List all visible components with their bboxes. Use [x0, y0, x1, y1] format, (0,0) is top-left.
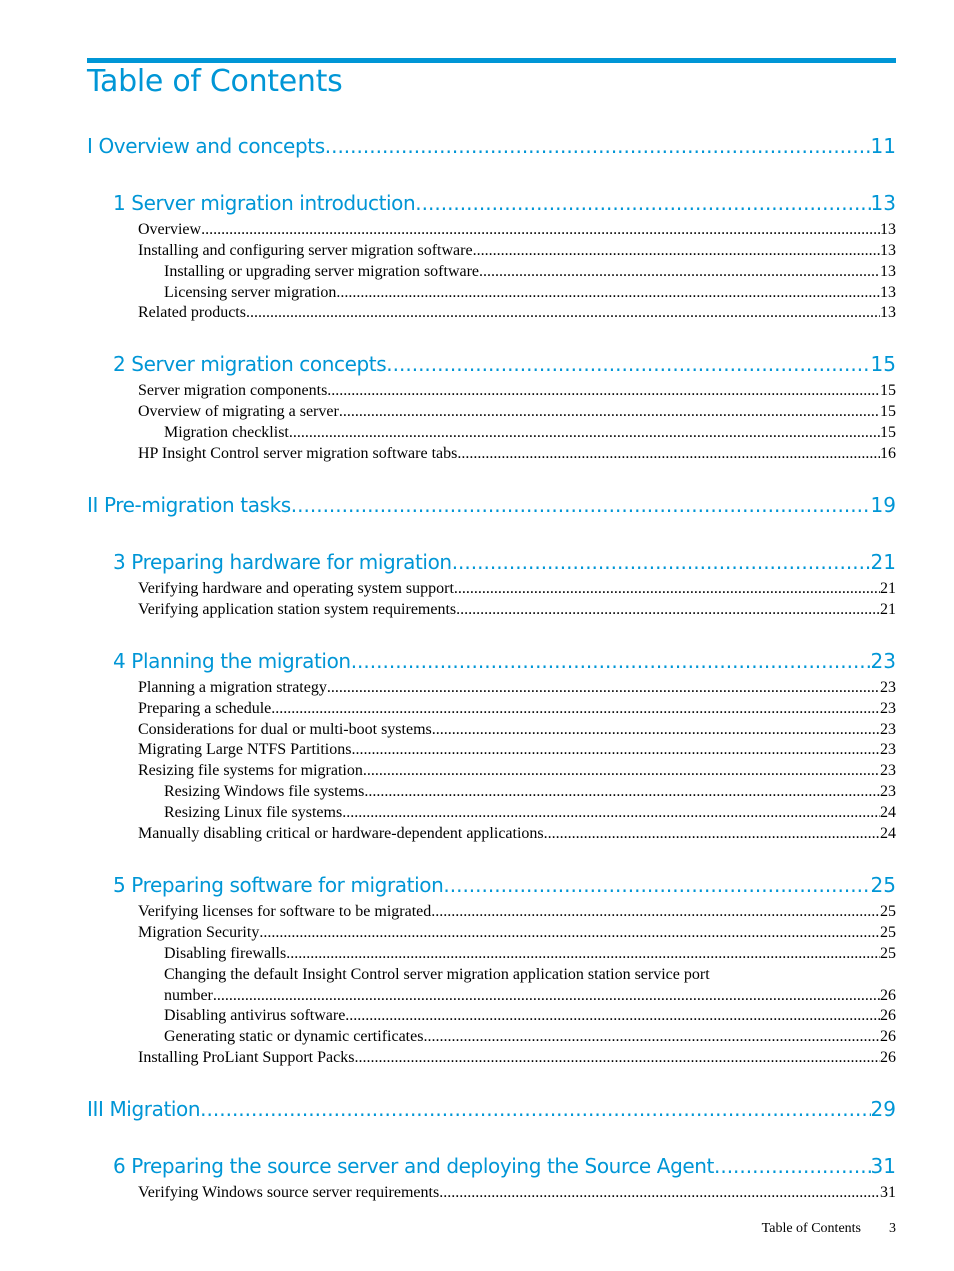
toc-entry-sub[interactable] — [164, 261, 896, 282]
toc-entry-sec[interactable] — [138, 901, 896, 922]
toc-entry-page: 13 — [880, 263, 896, 280]
toc-entry-title: Overview of migrating a server — [138, 403, 339, 420]
toc-entry-title: 2 Server migration concepts — [113, 352, 387, 376]
dot-leader — [439, 1182, 880, 1203]
toc-entry-page: 24 — [880, 825, 896, 842]
toc-entry-sub[interactable] — [164, 1005, 896, 1026]
toc-entry-sec[interactable] — [138, 719, 896, 740]
footer-page-number: 3 — [889, 1221, 896, 1236]
toc-entry-page: 29 — [870, 1097, 896, 1121]
toc-entry-title-cont: number — [164, 987, 213, 1004]
toc-entry-page: 25 — [880, 945, 896, 962]
dot-leader — [457, 443, 880, 464]
dot-leader — [327, 677, 880, 698]
toc-entry-sub[interactable] — [164, 802, 896, 823]
toc-entry-page: 23 — [870, 649, 896, 673]
toc-entry-title: Considerations for dual or multi-boot systems — [138, 721, 432, 738]
dot-leader — [432, 719, 880, 740]
toc-entry-page: 23 — [880, 762, 896, 779]
toc-entry-page: 23 — [880, 721, 896, 738]
toc-entry-title: Verifying licenses for software to be migrated — [138, 903, 432, 920]
dot-leader — [354, 1047, 880, 1068]
dot-leader — [454, 578, 880, 599]
dot-leader — [342, 802, 880, 823]
toc-entry-part[interactable] — [87, 132, 896, 160]
toc-entry-title: Planning a migration strategy — [138, 679, 327, 696]
toc-entry-sec[interactable] — [138, 240, 896, 261]
dot-leader — [452, 548, 871, 576]
toc-entry-page: 15 — [870, 352, 896, 376]
toc-entry-sub[interactable] — [164, 1026, 896, 1047]
toc-entry-title: III Migration — [87, 1097, 201, 1121]
toc-entry-sec[interactable] — [138, 922, 896, 943]
dot-leader — [213, 985, 880, 1006]
toc-entry-title: Verifying Windows source server requirements — [138, 1184, 440, 1201]
toc-entry-page: 15 — [880, 403, 896, 420]
toc-entry-page: 24 — [880, 804, 896, 821]
toc-entry-page: 25 — [880, 924, 896, 941]
toc-entry-page: 25 — [880, 903, 896, 920]
toc-entry-page: 15 — [880, 424, 896, 441]
toc-entry-title: Resizing file systems for migration — [138, 762, 363, 779]
toc-entry-title: Verifying hardware and operating system support — [138, 580, 454, 597]
dot-leader — [325, 132, 871, 160]
toc-entry-page: 13 — [880, 284, 896, 301]
toc-entry-title: HP Insight Control server migration software tabs — [138, 445, 458, 462]
dot-leader — [271, 698, 880, 719]
toc-entry-sub[interactable] — [164, 282, 896, 303]
toc-entry-title: Disabling antivirus software — [164, 1007, 346, 1024]
dot-leader — [443, 871, 870, 899]
dot-leader — [364, 781, 880, 802]
toc-entry-sec[interactable] — [138, 302, 896, 323]
toc-entry-page: 26 — [880, 1049, 896, 1066]
toc-entry-sec[interactable] — [138, 219, 896, 240]
toc-entry-page: 23 — [880, 741, 896, 758]
toc-entry-sec[interactable] — [138, 698, 896, 719]
toc-entry-title: 6 Preparing the source server and deploying the Source Agent — [113, 1154, 714, 1178]
toc-entry-ch[interactable] — [113, 548, 896, 576]
toc-entry-title: Migrating Large NTFS Partitions — [138, 741, 352, 758]
dot-leader — [431, 901, 880, 922]
dot-leader — [246, 302, 880, 323]
toc-entry-page: 21 — [880, 601, 896, 618]
toc-entry-title: I Overview and concepts — [87, 134, 325, 158]
dot-leader — [351, 739, 880, 760]
toc-entry-title: 5 Preparing software for migration — [113, 873, 444, 897]
toc-entry-sec[interactable] — [138, 739, 896, 760]
toc-entry-page: 13 — [880, 304, 896, 321]
toc-entry-page: 15 — [880, 382, 896, 399]
page-title: Table of Contents — [87, 64, 343, 99]
toc-entry-sub[interactable] — [164, 422, 896, 443]
dot-leader — [456, 599, 880, 620]
toc-entry-page: 13 — [870, 191, 896, 215]
toc-entry-title: Verifying application station system requirements — [138, 601, 457, 618]
toc-entry-page: 25 — [870, 873, 896, 897]
dot-leader — [291, 491, 871, 519]
toc-entry-sec[interactable] — [138, 599, 896, 620]
toc-entry-title: Changing the default Insight Control server migration application station service port — [164, 966, 710, 983]
dot-leader — [289, 422, 880, 443]
dot-leader — [423, 1026, 880, 1047]
toc-entry-title: Disabling firewalls — [164, 945, 287, 962]
toc-entry-title: II Pre-migration tasks — [87, 493, 291, 517]
dot-leader — [351, 647, 871, 675]
toc-entry-ch[interactable] — [113, 1152, 896, 1180]
toc-entry-sec[interactable] — [138, 401, 896, 422]
toc-entry-title: Installing ProLiant Support Packs — [138, 1049, 355, 1066]
toc-entry-title: Migration checklist — [164, 424, 289, 441]
dot-leader — [336, 282, 880, 303]
toc-entry-title: 1 Server migration introduction — [113, 191, 416, 215]
toc-entry-sec[interactable] — [138, 1182, 896, 1203]
dot-leader — [339, 401, 880, 422]
toc-entry-part[interactable] — [87, 491, 896, 519]
dot-leader — [345, 1005, 880, 1026]
toc-entry-title: Resizing Windows file systems — [164, 783, 365, 800]
dot-leader — [286, 943, 880, 964]
toc-entry-title: 3 Preparing hardware for migration — [113, 550, 452, 574]
toc-entry-page: 26 — [880, 987, 896, 1004]
dot-leader — [479, 261, 880, 282]
toc-entry-sec[interactable] — [138, 380, 896, 401]
toc-entry-sub[interactable] — [164, 964, 896, 1006]
toc-entry-title: Licensing server migration — [164, 284, 337, 301]
dot-leader — [259, 922, 880, 943]
toc-entry-ch[interactable] — [113, 871, 896, 899]
toc-entry-page: 31 — [880, 1184, 896, 1201]
toc-entry-page: 19 — [870, 493, 896, 517]
toc-entry-ch[interactable] — [113, 350, 896, 378]
toc-entry-sub[interactable] — [164, 943, 896, 964]
dot-leader — [544, 823, 880, 844]
toc-entry-page: 11 — [870, 134, 896, 158]
toc-entry-sec[interactable] — [138, 443, 896, 464]
toc-entry-title: Server migration components — [138, 382, 328, 399]
toc-entry-sec[interactable] — [138, 1047, 896, 1068]
dot-leader — [327, 380, 880, 401]
toc-entry-title: Installing and configuring server migration software — [138, 242, 473, 259]
dot-leader — [200, 1095, 870, 1123]
dot-leader — [714, 1152, 871, 1180]
dot-leader — [201, 219, 880, 240]
toc-entry-page: 23 — [880, 783, 896, 800]
toc-entry-ch[interactable] — [113, 189, 896, 217]
dot-leader — [473, 240, 880, 261]
toc-entry-sec[interactable] — [138, 578, 896, 599]
dot-leader — [415, 189, 870, 217]
toc-entry-page: 23 — [880, 700, 896, 717]
toc-entry-page: 26 — [880, 1007, 896, 1024]
dot-leader — [363, 760, 880, 781]
toc-entry-title: Related products — [138, 304, 246, 321]
footer-label: Table of Contents — [761, 1221, 861, 1236]
toc-entry-sec[interactable] — [138, 677, 896, 698]
toc-entry-title: Overview — [138, 221, 202, 238]
toc-entry-page: 31 — [870, 1154, 896, 1178]
toc-entry-page: 13 — [880, 221, 896, 238]
dot-leader — [386, 350, 870, 378]
toc-entry-page: 23 — [880, 679, 896, 696]
toc-entry-title: 4 Planning the migration — [113, 649, 351, 673]
toc-entry-title: Manually disabling critical or hardware-dependent applications — [138, 825, 544, 842]
toc-entry-title: Migration Security — [138, 924, 260, 941]
toc-entry-title: Resizing Linux file systems — [164, 804, 343, 821]
toc-entry-sec[interactable] — [138, 823, 896, 844]
toc-entry-page: 21 — [880, 580, 896, 597]
toc-entry-title: Generating static or dynamic certificates — [164, 1028, 424, 1045]
toc-entry-title: Preparing a schedule — [138, 700, 272, 717]
toc-entry-page: 13 — [880, 242, 896, 259]
toc-entry-sub[interactable] — [164, 781, 896, 802]
toc-entry-page: 16 — [880, 445, 896, 462]
toc-entry-page: 26 — [880, 1028, 896, 1045]
toc-entry-title: Installing or upgrading server migration software — [164, 263, 480, 280]
page-footer — [600, 1221, 896, 1237]
toc-entry-sec[interactable] — [138, 760, 896, 781]
toc-entry-page: 21 — [870, 550, 896, 574]
toc-entry-part[interactable] — [87, 1095, 896, 1123]
toc-entry-ch[interactable] — [113, 647, 896, 675]
